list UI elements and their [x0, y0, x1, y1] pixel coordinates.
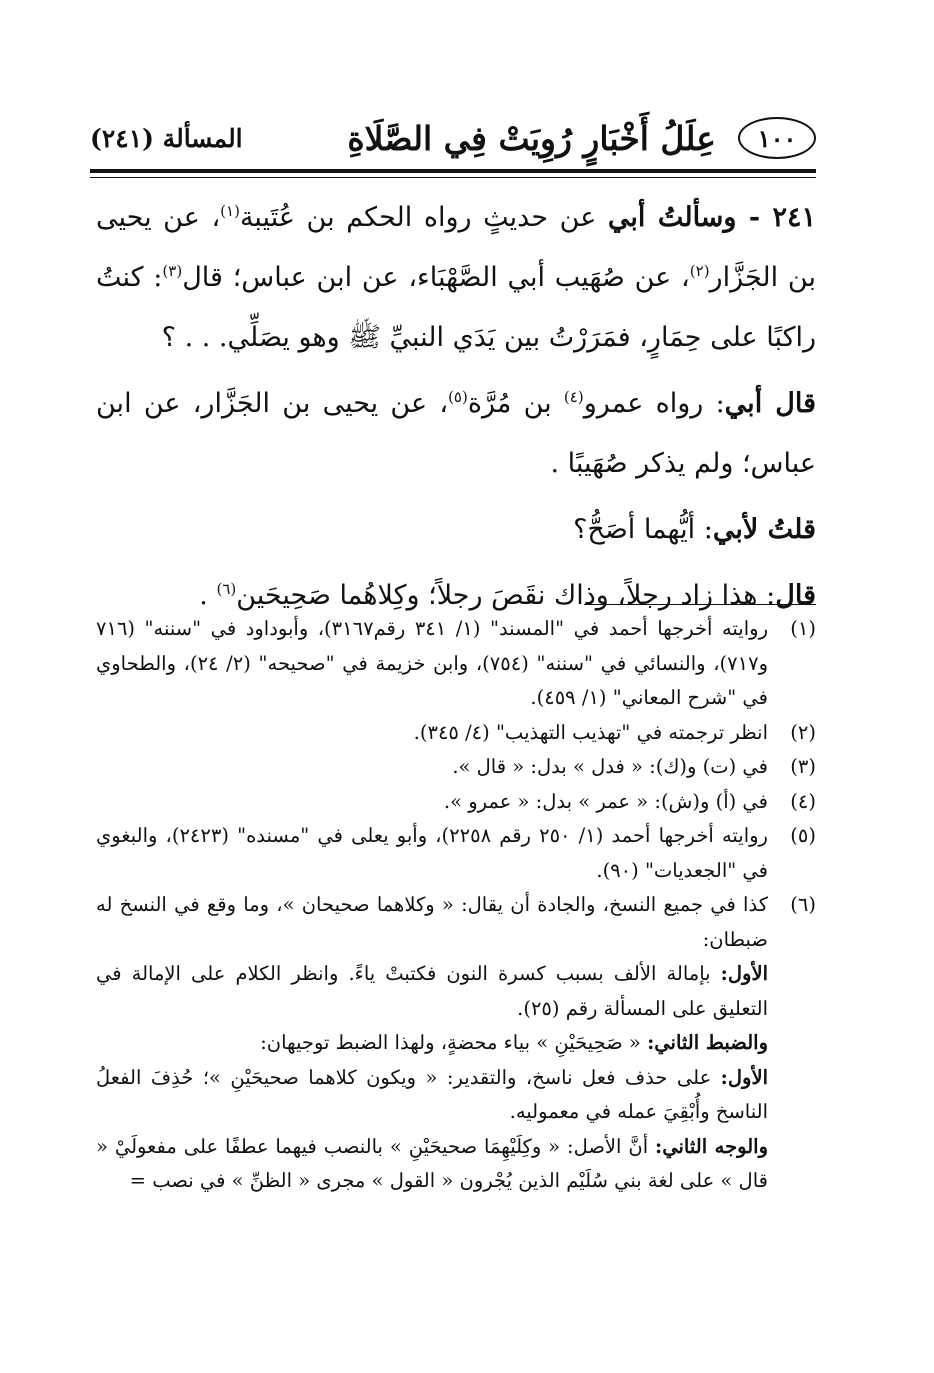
- answer-text-c: ، عن يحيى بن الجَزَّار، عن ابن عباس؛ ولم يذكر صُهَيبًا .: [96, 388, 816, 479]
- final-label: قال: [775, 580, 816, 611]
- footnote-6-wajh1-label: الأول:: [720, 1065, 768, 1089]
- footnote-6-first-label: الأول:: [720, 962, 768, 985]
- footnote-number: (٦): [790, 893, 816, 916]
- footnote-text: روايته أخرجها أحمد في "المسند" (١/ ٣٤١ رقم٣١٦٧)، وأبوداود في "سننه" (٧١٦ و٧١٧)، والنسائي في "سننه" (٧٥٤)، وابن خزيمة في "صحيحه" (٢/ ٢٤)، والطحاوي في "شرح المعاني" (١/ ٤٥٩).: [96, 617, 768, 709]
- footnote-ref-5: (٥): [448, 388, 468, 406]
- followup-label: قلتُ لأبي: [712, 514, 816, 545]
- footnote-6-second-label: والضبط الثاني:: [647, 1031, 768, 1054]
- answer-paragraph: [96, 374, 816, 494]
- footnote-text: في (ت) و(ك): « فدل » بدل: « قال ».: [452, 755, 768, 778]
- question-text-a: عن حديثٍ رواه الحكم بن عُتَيبة: [239, 202, 608, 233]
- question-paragraph: [96, 188, 816, 368]
- footnote-6-intro: كذا في جميع النسخ، والجادة أن يقال: « وكلاهما صحيحان »، وما وقع في النسخ له ضبطان:: [96, 893, 768, 951]
- book-title: عِلَلُ أَخْبَارٍ رُوِيَتْ فِي الصَّلَاةِ: [347, 118, 716, 158]
- question-text-c: ، عن صُهَيب أبي الصَّهْبَاء، عن ابن عباس؛ قال: [182, 262, 690, 293]
- answer-label: قال أبي: [724, 388, 817, 419]
- footnote-ref-2: (٢): [689, 262, 710, 280]
- footnote: [96, 819, 816, 888]
- footnote-6-wajh2-label: والوجه الثاني:: [655, 1134, 768, 1158]
- footnote-separator: [584, 604, 816, 605]
- followup-question: [96, 500, 816, 560]
- footnote-text: انظر ترجمته في "تهذيب التهذيب" (٤/ ٣٤٥).: [413, 720, 768, 744]
- footnote-6-second-text: « صَحِيحَيْنِ » بياء محضةٍ، ولهذا الضبط توجيهان:: [260, 1031, 648, 1054]
- question-number: ٢٤١ - وسألتُ أبي: [607, 202, 817, 233]
- question-text-b: ، عن يحيى بن الجَزَّار: [96, 202, 816, 293]
- main-text: [96, 188, 816, 626]
- header-rule-thin: [90, 177, 816, 178]
- final-text-a: : هذا زاد رجلاً، وذاك نقَصَ رجلاً؛ وكِلاهُما صَحِيحَين: [236, 580, 776, 611]
- footnote: [96, 750, 816, 785]
- page-header: [90, 112, 816, 164]
- footnote-number: (٣): [790, 755, 816, 778]
- footnote-ref-6: (٦): [216, 580, 237, 598]
- footnote-number: (٤): [790, 789, 816, 813]
- footnotes: [96, 612, 816, 1199]
- footnote-6-first: [96, 957, 768, 1026]
- footnote-ref-3: (٣): [162, 262, 183, 280]
- footnote-ref-4: (٤): [563, 388, 584, 406]
- section-label: المسألة (٢٤١): [90, 123, 243, 153]
- footnote-6-second: [96, 1026, 768, 1061]
- footnote-text: روايته أخرجها أحمد (١/ ٢٥٠ رقم ٢٢٥٨)، وأبو يعلى في "مسنده" (٢٤٢٣)، والبغوي في "الجعديات" (٩٠).: [96, 824, 768, 882]
- question-text-d: : كنتُ راكبًا على حِمَارٍ، فمَرَرْتُ بين يَدَي النبيِّ ﷺ وهو يصَلِّي. . . ؟: [96, 262, 816, 353]
- header-rule-thick: [90, 169, 816, 173]
- footnote-text: [96, 888, 768, 1199]
- footnote: [96, 716, 816, 751]
- footnote-6-wajh1: [96, 1061, 768, 1130]
- footnote-text: في (أ) و(ش): « عمر » بدل: « عمرو ».: [443, 789, 768, 813]
- footnote: [96, 888, 816, 1199]
- footnote-6-wajh2: [96, 1130, 768, 1199]
- footnote: [96, 612, 816, 716]
- page-number-badge: ١٠٠: [738, 117, 816, 159]
- answer-text-b: بن مُرَّة: [467, 388, 564, 419]
- answer-text-a: : رواه عمرو: [583, 388, 725, 419]
- followup-text: : أيُّهما أصَحُّ؟: [573, 514, 713, 545]
- footnote-6-first-text: بإمالة الألف بسبب كسرة النون فكتبتْ ياءً. وانظر الكلام على الإمالة في التعليق على المسألة رقم (٢٥).: [96, 962, 768, 1020]
- footnote: [96, 785, 816, 820]
- header-title-group: [347, 117, 816, 159]
- footnote-number: (١): [790, 617, 816, 640]
- final-text-b: .: [199, 580, 217, 611]
- footnote-ref-1: (١): [220, 202, 240, 220]
- footnote-number: (٢): [790, 720, 816, 744]
- footnote-number: (٥): [790, 824, 816, 847]
- footnote-6-wajh2-text: أنَّ الأصل: « وكِلَيْهِمَا صحيحَيْنِ » بالنصب فيهما عطفًا على مفعولَيْ « قال » على لغة بني سُلَيْم الذين يُجْرون « القول » مجرى « الظنِّ » في نصب =: [96, 1134, 768, 1192]
- footnote-6-wajh1-text: على حذف فعل ناسخ، والتقدير: « ويكون كلاهما صحيحَيْنِ »؛ حُذِفَ الفعلُ الناسخ وأُبْقِيَ عمله في معموليه.: [96, 1065, 768, 1123]
